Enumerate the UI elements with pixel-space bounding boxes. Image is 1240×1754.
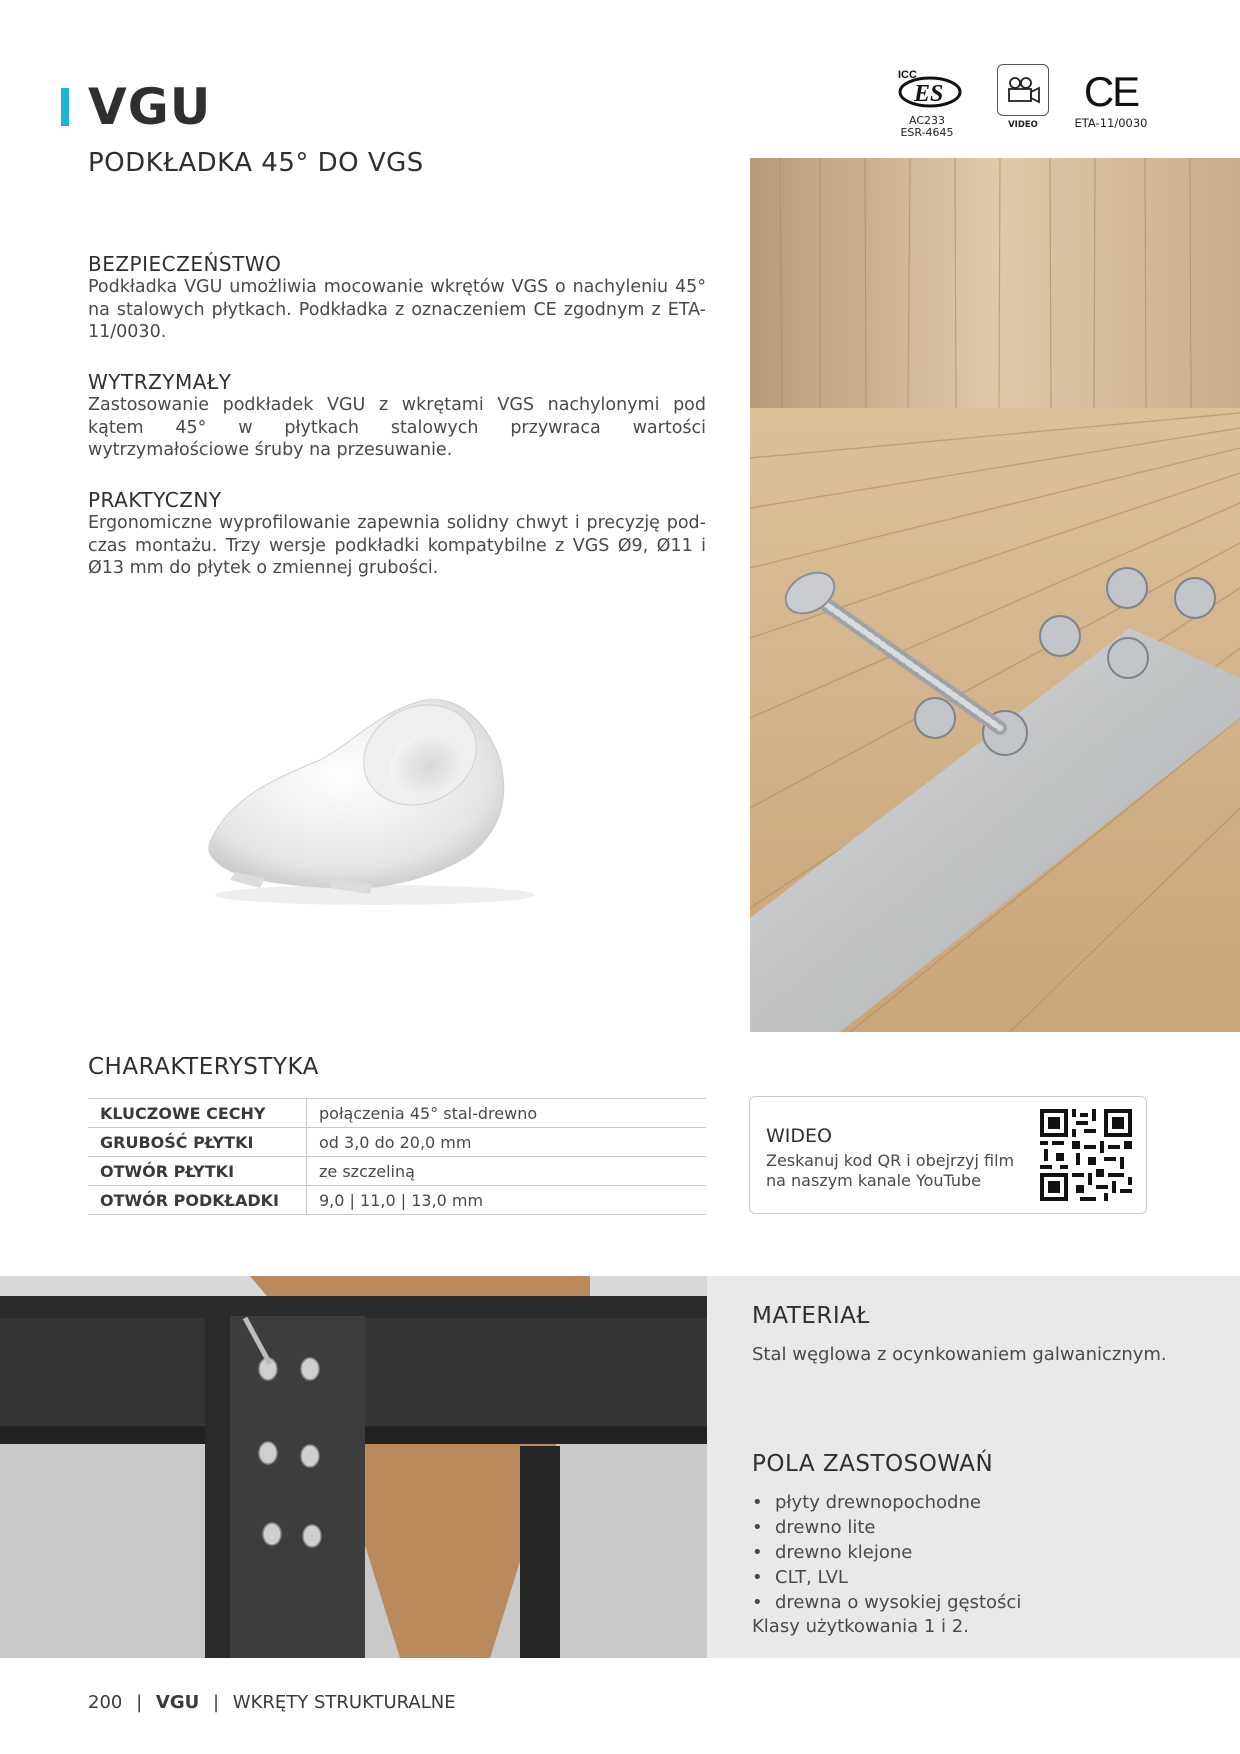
title-accent-bar bbox=[61, 88, 69, 126]
applications-heading: POLA ZASTOSOWAŃ bbox=[752, 1451, 994, 1477]
wood-floor-screw-photo bbox=[750, 158, 1240, 1032]
feature-heading: BEZPIECZEŃSTWO bbox=[88, 252, 282, 276]
feature-text: Ergonomiczne wyprofilowanie zapewnia solidny chwyt i precyzję podczas montażu. Trzy wersje podkładki kompatybilne z VGS Ø9, Ø11 i Ø13 mm do płytek o zmiennej grubości. bbox=[88, 513, 706, 578]
feature-practical bbox=[88, 488, 706, 580]
video-text bbox=[766, 1151, 1014, 1191]
icc-es-standard: AC233 bbox=[908, 114, 945, 127]
table-row bbox=[88, 1099, 706, 1128]
characteristics-heading: CHARAKTERYSTYKA bbox=[88, 1054, 319, 1080]
feature-durable bbox=[88, 370, 706, 462]
table-value: od 3,0 do 20,0 mm bbox=[319, 1132, 472, 1152]
video-camera-icon bbox=[997, 64, 1049, 116]
icc-es-report: ESR-4645 bbox=[900, 126, 954, 139]
ce-eta-number: ETA-11/0030 bbox=[1074, 116, 1148, 130]
ce-mark-icon: CE bbox=[1083, 68, 1139, 115]
video-text-line: Zeskanuj kod QR i obejrzyj film bbox=[766, 1151, 1015, 1170]
footer-separator: | bbox=[136, 1692, 143, 1713]
page-subtitle: PODKŁADKA 45° DO VGS bbox=[88, 148, 424, 178]
feature-safety bbox=[88, 252, 706, 344]
table-row bbox=[88, 1157, 706, 1186]
list-item: • drewna o wysokiej gęstości bbox=[752, 1590, 1021, 1615]
svg-text:ES: ES bbox=[914, 81, 944, 107]
table-key: OTWÓR PŁYTKI bbox=[88, 1157, 307, 1186]
video-qr-box[interactable] bbox=[749, 1096, 1147, 1214]
video-badge-label: VIDEO bbox=[1008, 120, 1038, 130]
list-item: • drewno lite bbox=[752, 1515, 1021, 1540]
table-value: połączenia 45° stal-drewno bbox=[319, 1103, 538, 1123]
icc-es-logo bbox=[892, 66, 962, 112]
applications-list bbox=[752, 1490, 1021, 1615]
icc-es-icon bbox=[887, 66, 967, 139]
ce-mark bbox=[1071, 70, 1151, 130]
page-number: 200 bbox=[88, 1692, 123, 1713]
feature-heading: PRAKTYCZNY bbox=[88, 488, 222, 512]
table-key: OTWÓR PODKŁADKI bbox=[88, 1186, 307, 1215]
characteristics-table bbox=[88, 1098, 706, 1215]
table-row bbox=[88, 1128, 706, 1157]
feature-text: Podkładka VGU umożliwia mocowanie wkrętów VGS o nachyleniu 45° na stalowych płytkach. Podkładka z oznaczeniem CE zgodnym z ETA-11/0030. bbox=[88, 277, 706, 342]
video-badge bbox=[997, 64, 1049, 130]
feature-heading: WYTRZYMAŁY bbox=[88, 370, 232, 394]
list-item: • płyty drewnopochodne bbox=[752, 1490, 1021, 1515]
table-key: GRUBOŚĆ PŁYTKI bbox=[88, 1128, 307, 1157]
material-applications-panel bbox=[707, 1276, 1240, 1658]
material-text: Stal węglowa z ocynkowaniem galwanicznym. bbox=[752, 1344, 1167, 1365]
footer-separator: | bbox=[212, 1692, 220, 1713]
svg-text:ICC: ICC bbox=[898, 69, 917, 81]
table-value: 9,0 | 11,0 | 13,0 mm bbox=[319, 1190, 484, 1210]
footer-section: WKRĘTY STRUKTURALNE bbox=[232, 1692, 456, 1713]
product-washer-image bbox=[200, 690, 560, 920]
page-title: VGU bbox=[88, 78, 212, 136]
video-heading: WIDEO bbox=[766, 1125, 832, 1147]
video-text-line: na naszym kanale YouTube bbox=[766, 1171, 982, 1190]
service-class-note: Klasy użytkowania 1 i 2. bbox=[752, 1616, 969, 1637]
list-item: • drewno klejone bbox=[752, 1540, 1021, 1565]
steel-beam-connection-photo bbox=[0, 1276, 707, 1658]
qr-code-icon[interactable] bbox=[1040, 1109, 1132, 1201]
footer-product: VGU bbox=[155, 1692, 200, 1713]
table-key: KLUCZOWE CECHY bbox=[88, 1099, 307, 1128]
page-footer bbox=[88, 1692, 456, 1713]
material-heading: MATERIAŁ bbox=[752, 1303, 870, 1329]
table-row bbox=[88, 1186, 706, 1215]
list-item: • CLT, LVL bbox=[752, 1565, 1021, 1590]
table-value: ze szczeliną bbox=[319, 1161, 415, 1181]
feature-text: Zastosowanie podkładek VGU z wkrętami VGS nachylonymi pod kątem 45° w płytkach stalowych przywraca wartości wytrzymałościowe śruby na przesuwanie. bbox=[88, 395, 706, 460]
